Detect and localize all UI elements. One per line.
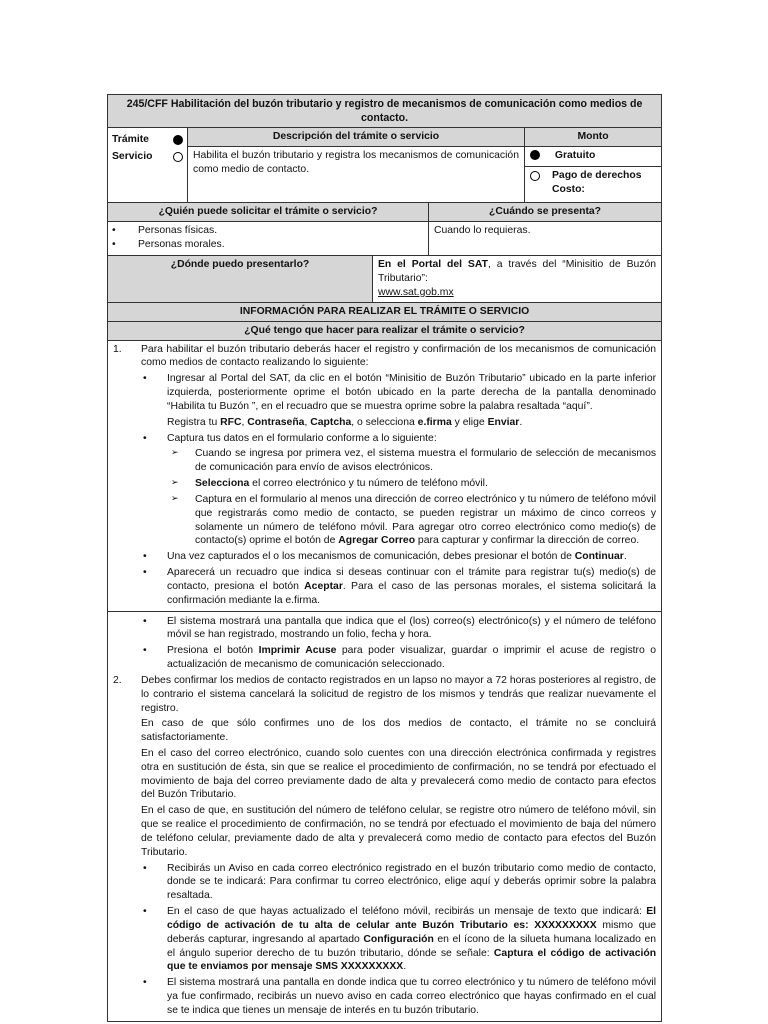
step-number: 1. [113, 343, 122, 355]
pago-radio[interactable] [530, 171, 540, 181]
list-item [113, 976, 656, 1017]
descripcion-text: Habilita el buzón tributario y registra los mecanismos de comunicación como medio de contacto. [188, 147, 525, 203]
gratuito-radio[interactable] [530, 150, 540, 160]
servicio-radio[interactable] [173, 152, 183, 162]
gratuito-cell [525, 147, 662, 167]
cuando-header: ¿Cuándo se presenta? [429, 203, 662, 222]
pasos-cell-2 [108, 611, 662, 1021]
pasos-cell-1 [108, 340, 662, 611]
costo-label: Costo: [552, 183, 585, 195]
sub-item [113, 447, 656, 475]
pago-cell [525, 167, 662, 203]
paragraph: En caso de que sólo confirmes uno de los dos medios de contacto, el trámite no se concluirá satisfactoriamente. [141, 718, 657, 744]
list-item: • Presiona el botón Imprimir Acuse para poder visualizar, guardar o imprimir el acuse de registro o actualización de mecanismo de comunicación seleccionado. [113, 644, 656, 672]
list-item-text: Ingresar al Portal del SAT, da clic en el botón “Minisitio de Buzón Tributario” ubicado en la parte inferior izquierda, posteriormente oprime el botón ubicado en la parte derecha de la pantalla denominado “Habilita tu Buzón ”, en el recuadro que se muestra oprime sobre la palabra resaltada “aquí”. [167, 373, 657, 412]
list-item: • Aparecerá un recuadro que indica si deseas continuar con el trámite para registrar tu(s) medio(s) de contacto, presiona el botón Aceptar. Para el caso de las personas morales, el sistema solicitará la confirmación mediante la e.firma. [113, 566, 656, 607]
cuando-text: Cuando lo requieras. [429, 222, 662, 256]
list-item-text: Recibirás un Aviso en cada correo electrónico registrado en el buzón tributario como medio de contacto, donde se te indicará: Para confirmar tu correo electrónico, elige aquí y deberás oprimir sobre la palabra resaltada. [167, 862, 657, 902]
quien-header: ¿Quién puede solicitar el trámite o servicio? [108, 203, 429, 222]
monto-header: Monto [525, 128, 662, 147]
sub-item-text: Cuando se ingresa por primera vez, el sistema muestra el formulario de selección de mecanismos de comunicación para envío de avisos electrónicos. [195, 448, 657, 474]
tramite-label: Trámite [112, 133, 149, 145]
tipo-cell [108, 128, 188, 203]
document [107, 94, 661, 1022]
sub-item: ➢ Captura en el formulario al menos una dirección de correo electrónico y tu número de teléfono móvil que registrarás como medio de contacto, se pueden registrar un máximo de cinco correos y solamente un número de teléfono móvil. Para agregar otro correo electrónico como medio(s) de contacto(s) oprime el botón de Agregar Correo para capturar y confirmar la dirección de correo. [113, 493, 656, 548]
donde-bold: En el Portal del SAT [378, 259, 488, 271]
page-title: 245/CFF Habilitación del buzón tributario y registro de mecanismos de comunicación como medios de contacto. [108, 95, 662, 128]
gratuito-label: Gratuito [554, 150, 596, 162]
list-item: • Una vez capturados el o los mecanismos de comunicación, debes presionar el botón de Continuar. [113, 550, 656, 564]
step-1 [113, 343, 656, 371]
step-2 [113, 674, 656, 715]
donde-cell [373, 256, 662, 302]
registro-line: Registra tu RFC, Contraseña, Captcha, o selecciona e.firma y elige Enviar. [167, 416, 523, 428]
step-2-text: Debes confirmar los medios de contacto registrados en un lapso no mayor a 72 horas posteriores al registro, de lo contrario el sistema cancelará la solicitud de registro de los mismos y tendrás que realizar nuevamente el registro. [141, 674, 657, 714]
paragraph: En el caso de que, en sustitución del número de teléfono celular, se registre otro número de teléfono móvil, sin que se realice el procedimiento de confirmación, no se tendrá por efectuado el movimiento de baja del número de teléfono celular, previamente dado de alta y prevalecerá como medio de contacto para efectos del Buzón Tributario. [141, 805, 657, 858]
sub-item: ➢ Selecciona el correo electrónico y tu número de teléfono móvil. [113, 477, 656, 491]
list-item-text: Captura tus datos en el formulario conforme a lo siguiente: [167, 432, 437, 444]
list-item-text: El sistema mostrará una pantalla en donde indica que tu correo electrónico y tu número de teléfono móvil ya fue confirmado, recibirás un nuevo aviso en cada correo electrónico que hayas confirmado en el cual se te indica que tienes un mensaje de interés en tu buzón tributario. [167, 977, 657, 1016]
step-1-text: Para habilitar el buzón tributario deberás hacer el registro y confirmación de los mecanismos de comunicación como medios de contacto realizando lo siguiente: [141, 343, 657, 369]
descripcion-header: Descripción del trámite o servicio [188, 128, 525, 147]
list-item-text: El sistema mostrará una pantalla que indica que el (los) correo(s) electrónico(s) y el número de teléfono móvil se han registrado, mostrando un folio, fecha y hora. [167, 615, 657, 641]
quien-cell [108, 222, 429, 256]
tramite-radio[interactable] [173, 135, 183, 145]
list-item [113, 432, 656, 446]
pago-label: Pago de derechos [552, 170, 642, 182]
que-header: ¿Qué tengo que hacer para realizar el trámite o servicio? [108, 321, 662, 340]
list-item: • En el caso de que hayas actualizado el teléfono móvil, recibirás un mensaje de texto que indicará: El código de activación de tu alta de celular ante Buzón Tributario es: XXXXXXXXX mismo que deberás capturar, ingresando al apartado Configuración en el ícono de la silueta humana localizado en el ángulo superior derecho de tu buzón tributario, dónde se señale: Captura el código de activación que te enviamos por mensaje SMS XXXXXXXXX. [113, 905, 656, 974]
donde-rest: , a través del “Minisitio de Buzón Tributario”: [378, 259, 657, 284]
quien-item: • Personas físicas. [108, 224, 428, 238]
tramite-table [107, 94, 662, 1022]
info-header: INFORMACIÓN PARA REALIZAR EL TRÁMITE O SERVICIO [108, 302, 662, 321]
quien-item: • Personas morales. [108, 238, 428, 252]
sat-link[interactable]: www.sat.gob.mx [378, 286, 454, 298]
servicio-label: Servicio [112, 150, 153, 162]
list-item [113, 372, 656, 413]
list-item [113, 862, 656, 903]
paragraph: En el caso del correo electrónico, cuando solo cuentes con una dirección electrónica confirmada y registres otra en sustitución de ésta, sin que se realice el procedimiento de confirmación, no se tendrá por efectuado el movimiento de baja del correo previamente dado de alta y prevalecerá como medio de contacto para efectos del Buzón Tributario. [141, 748, 657, 801]
step-number: 2. [113, 674, 122, 686]
list-item [113, 615, 656, 643]
donde-header: ¿Dónde puedo presentarlo? [108, 256, 373, 302]
